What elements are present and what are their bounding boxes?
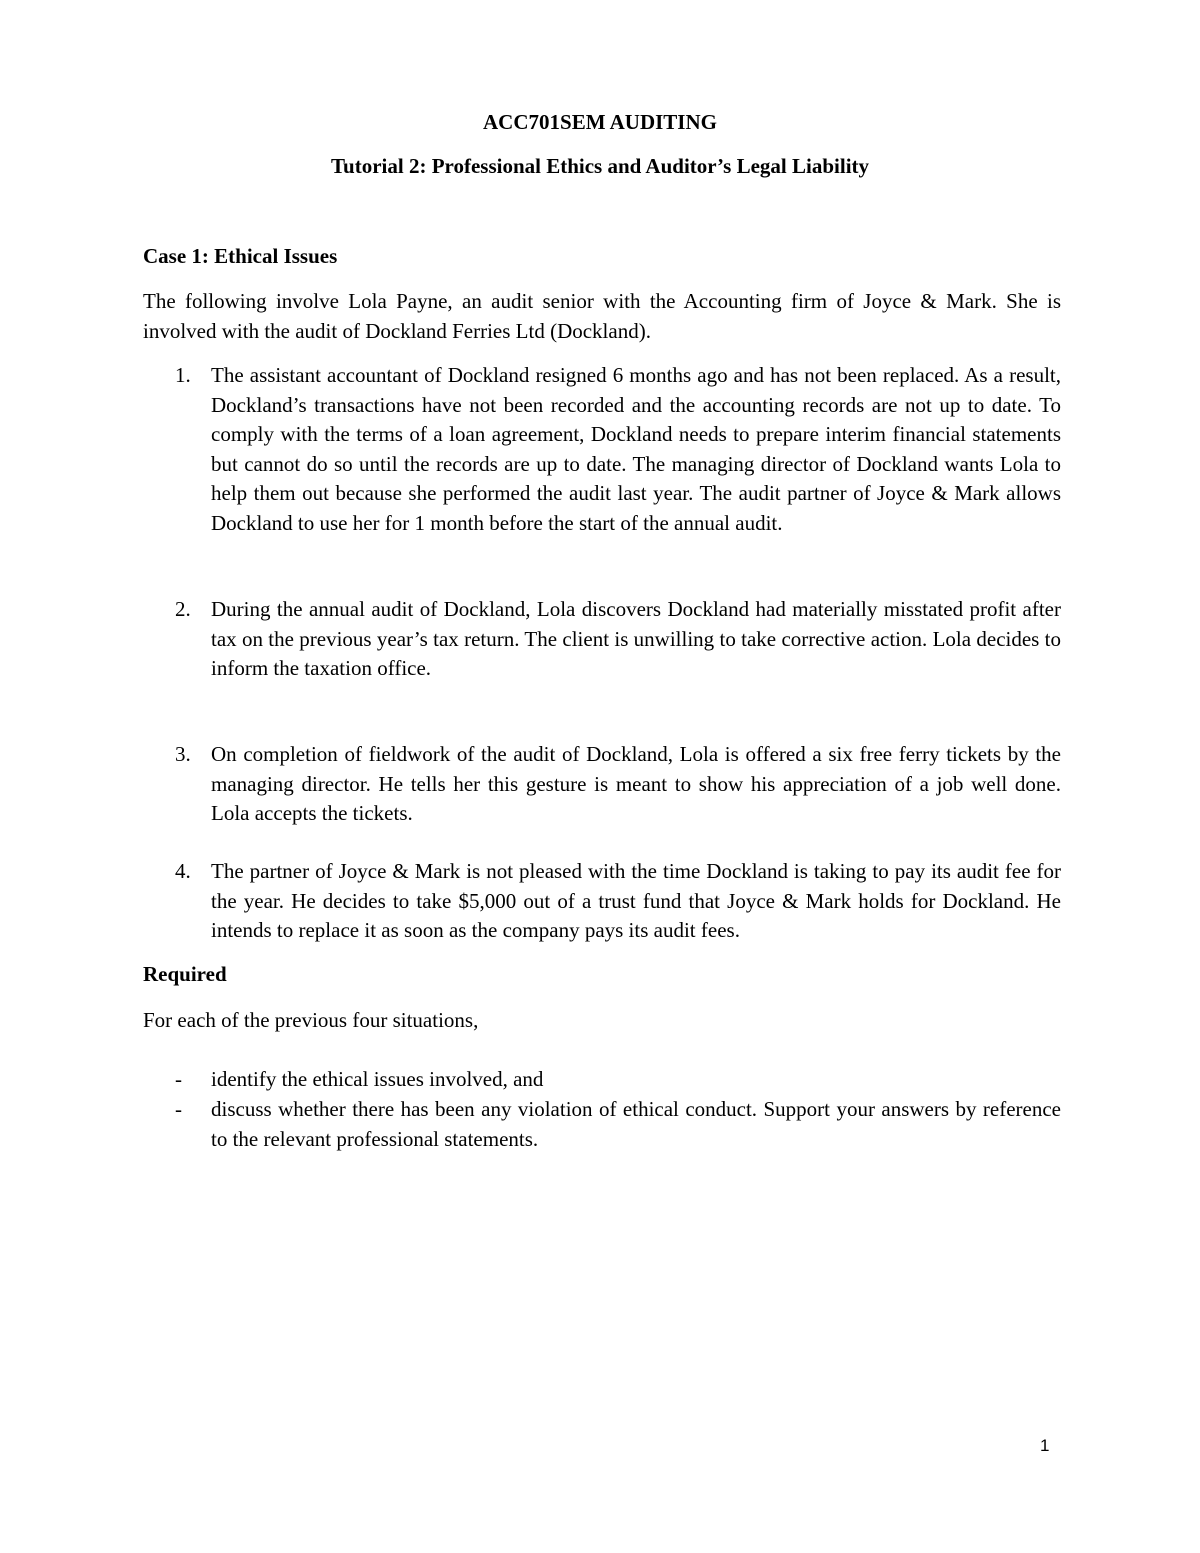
bullet-dash: - xyxy=(175,1097,182,1121)
bullet-text: identify the ethical issues involved, and xyxy=(211,1067,544,1091)
bullet-item xyxy=(143,1095,1061,1154)
list-item-text: The partner of Joyce & Mark is not pleased with the time Dockland is taking to pay its audit fee for the year. He decides to take $5,000 out of a trust fund that Joyce & Mark holds for Dockland. He intends to replace it as soon as the company pays its audit fees. xyxy=(211,859,1061,942)
list-item xyxy=(143,740,1061,829)
case-intro-paragraph: The following involve Lola Payne, an audit senior with the Accounting firm of Joyce & Mark. She is involved with the audit of Dockland Ferries Ltd (Dockland). xyxy=(143,289,1061,343)
list-item-text: The assistant accountant of Dockland resigned 6 months ago and has not been replaced. As a result, Dockland’s transactions have not been recorded and the accounting records are not up to date. To comply with the terms of a loan agreement, Dockland needs to prepare interim financial statements but cannot do so until the records are up to date. The managing director of Dockland wants Lola to help them out because she performed the audit last year. The audit partner of Joyce & Mark allows Dockland to use her for 1 month before the start of the annual audit. xyxy=(211,363,1061,535)
list-item xyxy=(143,857,1061,946)
bullet-dash: - xyxy=(175,1067,182,1091)
course-title: ACC701SEM AUDITING xyxy=(483,110,717,134)
bullet-text: discuss whether there has been any violation of ethical conduct. Support your answers by reference to the relevant professional statements. xyxy=(211,1097,1061,1151)
required-intro: For each of the previous four situations, xyxy=(143,1008,479,1032)
list-item xyxy=(143,595,1061,684)
required-heading: Required xyxy=(143,962,227,986)
page-number: 1 xyxy=(1040,1436,1050,1455)
list-item-number: 1. xyxy=(175,363,191,387)
bullet-item xyxy=(143,1065,1061,1095)
list-item-text: On completion of fieldwork of the audit of Dockland, Lola is offered a six free ferry tickets by the managing director. He tells her this gesture is meant to show his appreciation of a job well done. Lola accepts the tickets. xyxy=(211,742,1061,825)
list-item-number: 4. xyxy=(175,859,191,883)
list-item-text: During the annual audit of Dockland, Lola discovers Dockland had materially misstated profit after tax on the previous year’s tax return. The client is unwilling to take corrective action. Lola decides to inform the taxation office. xyxy=(211,597,1061,680)
tutorial-title: Tutorial 2: Professional Ethics and Auditor’s Legal Liability xyxy=(330,154,870,178)
list-item-number: 3. xyxy=(175,742,191,766)
case-heading: Case 1: Ethical Issues xyxy=(143,244,338,268)
list-item-number: 2. xyxy=(175,597,191,621)
list-item xyxy=(143,361,1061,538)
